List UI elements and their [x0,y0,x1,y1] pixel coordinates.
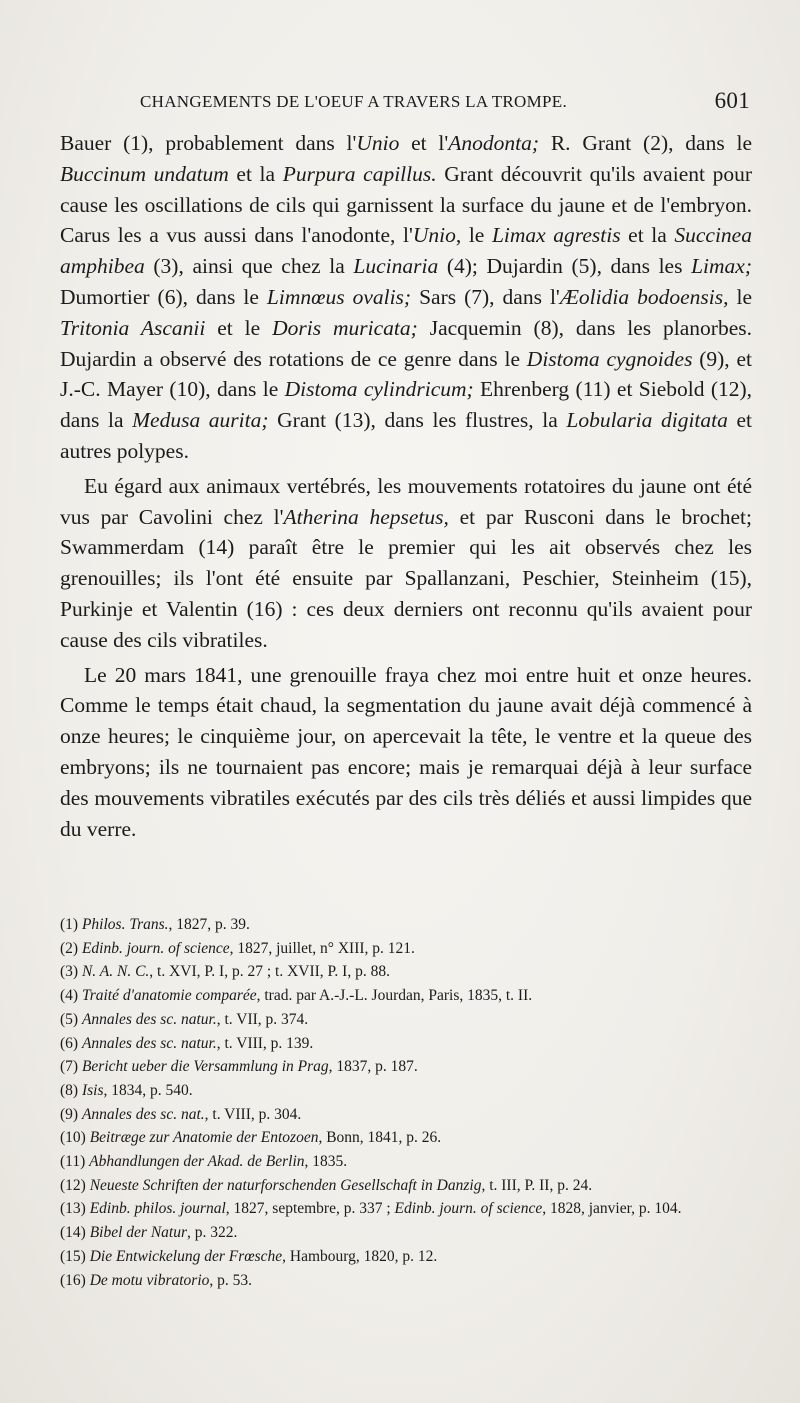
italic-segment: Atherina hepsetus, [283,504,449,529]
text-segment: Dumortier (6), dans le [60,284,267,309]
italic-segment: Beitræge zur Anatomie der Entozoen [89,1129,319,1147]
italic-segment: Buccinum undatum [60,161,229,186]
text-segment: et le [205,315,273,340]
footnote [60,1221,752,1245]
footnote [60,1055,752,1079]
italic-segment: Edinb. philos. journal [89,1200,226,1218]
footnote [60,984,752,1008]
footnote [60,1245,752,1269]
footnote [60,960,752,984]
italic-segment: Unio [412,223,456,248]
italic-segment: Purpura capillus. [282,161,437,186]
italic-segment: Distoma cygnoides [526,346,693,371]
italic-segment: Annales des sc. natur. [81,1010,217,1028]
italic-segment: Distoma cylindricum; [284,377,474,402]
text-segment: (3), ainsi que chez la [144,254,354,279]
text-segment: , 1834, p. 540. [103,1081,193,1099]
text-segment: (4) [60,987,82,1005]
text-segment: (9) [60,1105,82,1123]
italic-segment: Bericht ueber die Versammlung in Prag [81,1058,329,1076]
footnote [60,1150,752,1174]
page-number: 601 [714,88,750,113]
footnote [60,1174,752,1198]
text-segment: R. Grant (2), dans le [539,131,752,155]
text-segment: , p. 53. [209,1271,253,1289]
text-segment: (3) [60,963,82,981]
italic-segment: Abhandlungen der Akad. de Berlin [89,1153,305,1171]
text-segment: , 1835. [304,1153,348,1171]
text-segment: Grant découvrit qu'ils avaient pour cause les oscillations de cils qui garnissent la surface du jaune et de l'embryon. Carus les a vus aussi dans l'anodonte, l' [60,161,752,248]
italic-segment: Isis [81,1081,104,1099]
text-segment: , 1827, p. 39. [168,916,250,933]
text-segment: , t. VIII, p. 304. [204,1105,302,1123]
text-segment: (8) [60,1081,82,1099]
text-segment: , trad. par A.-J.-L. Jourdan, Paris, 1835, t. II. [256,987,533,1005]
italic-segment: Traité d'anatomie comparée [81,987,257,1005]
text-segment: et la [620,223,675,248]
page-header [140,88,750,122]
italic-segment: Succinea amphibea [60,223,752,279]
text-segment: (4); Dujardin (5), dans les [438,254,692,279]
text-segment: Sars (7), dans l' [411,284,560,309]
italic-segment: Anodonta; [448,131,540,155]
text-segment: (2) [60,939,82,957]
text-segment: , Bonn, 1841, p. 26. [318,1129,442,1147]
text-segment: (1) [60,916,82,933]
text-segment: et l' [399,131,449,155]
text-segment: , t. VII, p. 374. [216,1010,309,1028]
italic-segment: Doris muricata; [272,315,418,340]
italic-segment: Limax; [691,254,752,279]
text-segment: (6) [60,1034,82,1052]
italic-segment: Annales des sc. natur. [81,1034,217,1052]
italic-segment: Philos. Trans. [81,916,169,933]
text-segment: , p. 322. [187,1224,238,1242]
italic-segment: Die Entwickelung der Frœsche [89,1247,283,1265]
text-segment: (16) [60,1271,90,1289]
footnote [60,1269,752,1293]
paragraph [60,128,752,467]
italic-segment: Unio [356,131,400,155]
paragraph [60,471,752,656]
italic-segment: Medusa aurita; [132,408,269,433]
italic-segment: Annales des sc. nat. [81,1105,205,1123]
text-segment: le [728,284,752,309]
text-segment: Le 20 mars 1841, une grenouille fraya chez moi entre huit et onze heures. Comme le temps était chaud, la segmentation du jaune avait déjà commencé à onze heures; le cinquième jour, on apercevait la tête, le ventre et la queue des embryons; ils ne tournaient pas encore; mais je remarquai déjà à leur surface des mouvements vibratiles exécutés par des cils très déliés et aussi limpides que du verre. [60,662,752,841]
text-segment: Bauer (1), probablement dans l' [60,131,357,155]
running-title: CHANGEMENTS DE L'OEUF A TRAVERS LA TROMPE. [140,92,568,111]
italic-segment: Neueste Schriften der naturforschenden Gesellschaft in Danzig [89,1176,482,1194]
footnote [60,1079,752,1103]
text-segment: (10) [60,1129,90,1147]
italic-segment: Limax agrestis [491,223,621,248]
italic-segment: Tritonia Ascanii [60,315,206,340]
text-segment: Eu égard aux animaux vertébrés, les mouvements rotatoires du jaune ont été vus par Cavolini chez l' [60,473,752,529]
text-segment: , t. XVI, P. I, p. 27 ; t. XVII, P. I, p. 88. [149,963,390,981]
text-segment: , 1827, juillet, n° XIII, p. 121. [229,939,415,957]
footnote [60,1126,752,1150]
text-segment: , 1837, p. 187. [328,1058,418,1076]
text-segment: , t. VIII, p. 139. [216,1034,314,1052]
text-segment: (12) [60,1176,90,1194]
italic-segment: Edinb. journ. of science [394,1200,543,1218]
footnote [60,1032,752,1056]
text-segment: Ehrenberg (11) et Siebold (12), dans la [60,377,753,433]
italic-segment: De motu vibratorio [89,1271,210,1289]
text-segment: (9), et J.-C. Mayer (10), dans le [60,346,752,402]
text-segment: et la [228,161,283,186]
footnote [60,1008,752,1032]
text-segment: , 1827, septembre, p. 337 ; [225,1200,395,1218]
text-segment: , Hambourg, 1820, p. 12. [282,1247,438,1265]
text-segment: (14) [60,1224,90,1242]
footnotes [60,913,752,1292]
italic-segment: Lobularia digitata [566,408,728,433]
footnote [60,1197,752,1221]
text-segment: Jacquemin (8), dans les planorbes. Dujardin a observé des rotations de ce genre dans le [60,315,752,371]
text-segment: (11) [60,1153,90,1171]
text-segment: , t. III, P. II, p. 24. [481,1176,593,1194]
italic-segment: Limnœus ovalis; [266,284,412,309]
text-segment: (7) [60,1058,82,1076]
footnote [60,913,752,937]
text-segment: et par Rusconi dans le brochet; Swammerdam (14) paraît être le premier qui les ait observés chez les grenouilles; ils l'ont été ensuite par Spallanzani, Peschier, Steinheim (15), Purkinje et Valentin (16) : ces deux derniers ont reconnu qu'ils avaient pour cause des cils vibratiles. [60,504,752,652]
text-segment: (5) [60,1010,82,1028]
footnote [60,1103,752,1127]
italic-segment: N. A. N. C. [81,963,150,981]
paragraph [60,660,752,845]
text-segment: (15) [60,1247,90,1265]
text-segment: , 1828, janvier, p. 104. [542,1200,682,1218]
body-text [60,128,752,844]
italic-segment: Edinb. journ. of science [81,939,230,957]
italic-segment: Æolidia bodoensis, [559,284,729,309]
footnote [60,937,752,961]
italic-segment: Lucinaria [353,254,439,279]
text-segment: , le [455,223,492,248]
text-segment: et autres polypes. [60,408,752,463]
text-segment: Grant (13), dans les flustres, la [268,408,567,433]
italic-segment: Bibel der Natur [89,1224,188,1242]
text-segment: (13) [60,1200,90,1218]
